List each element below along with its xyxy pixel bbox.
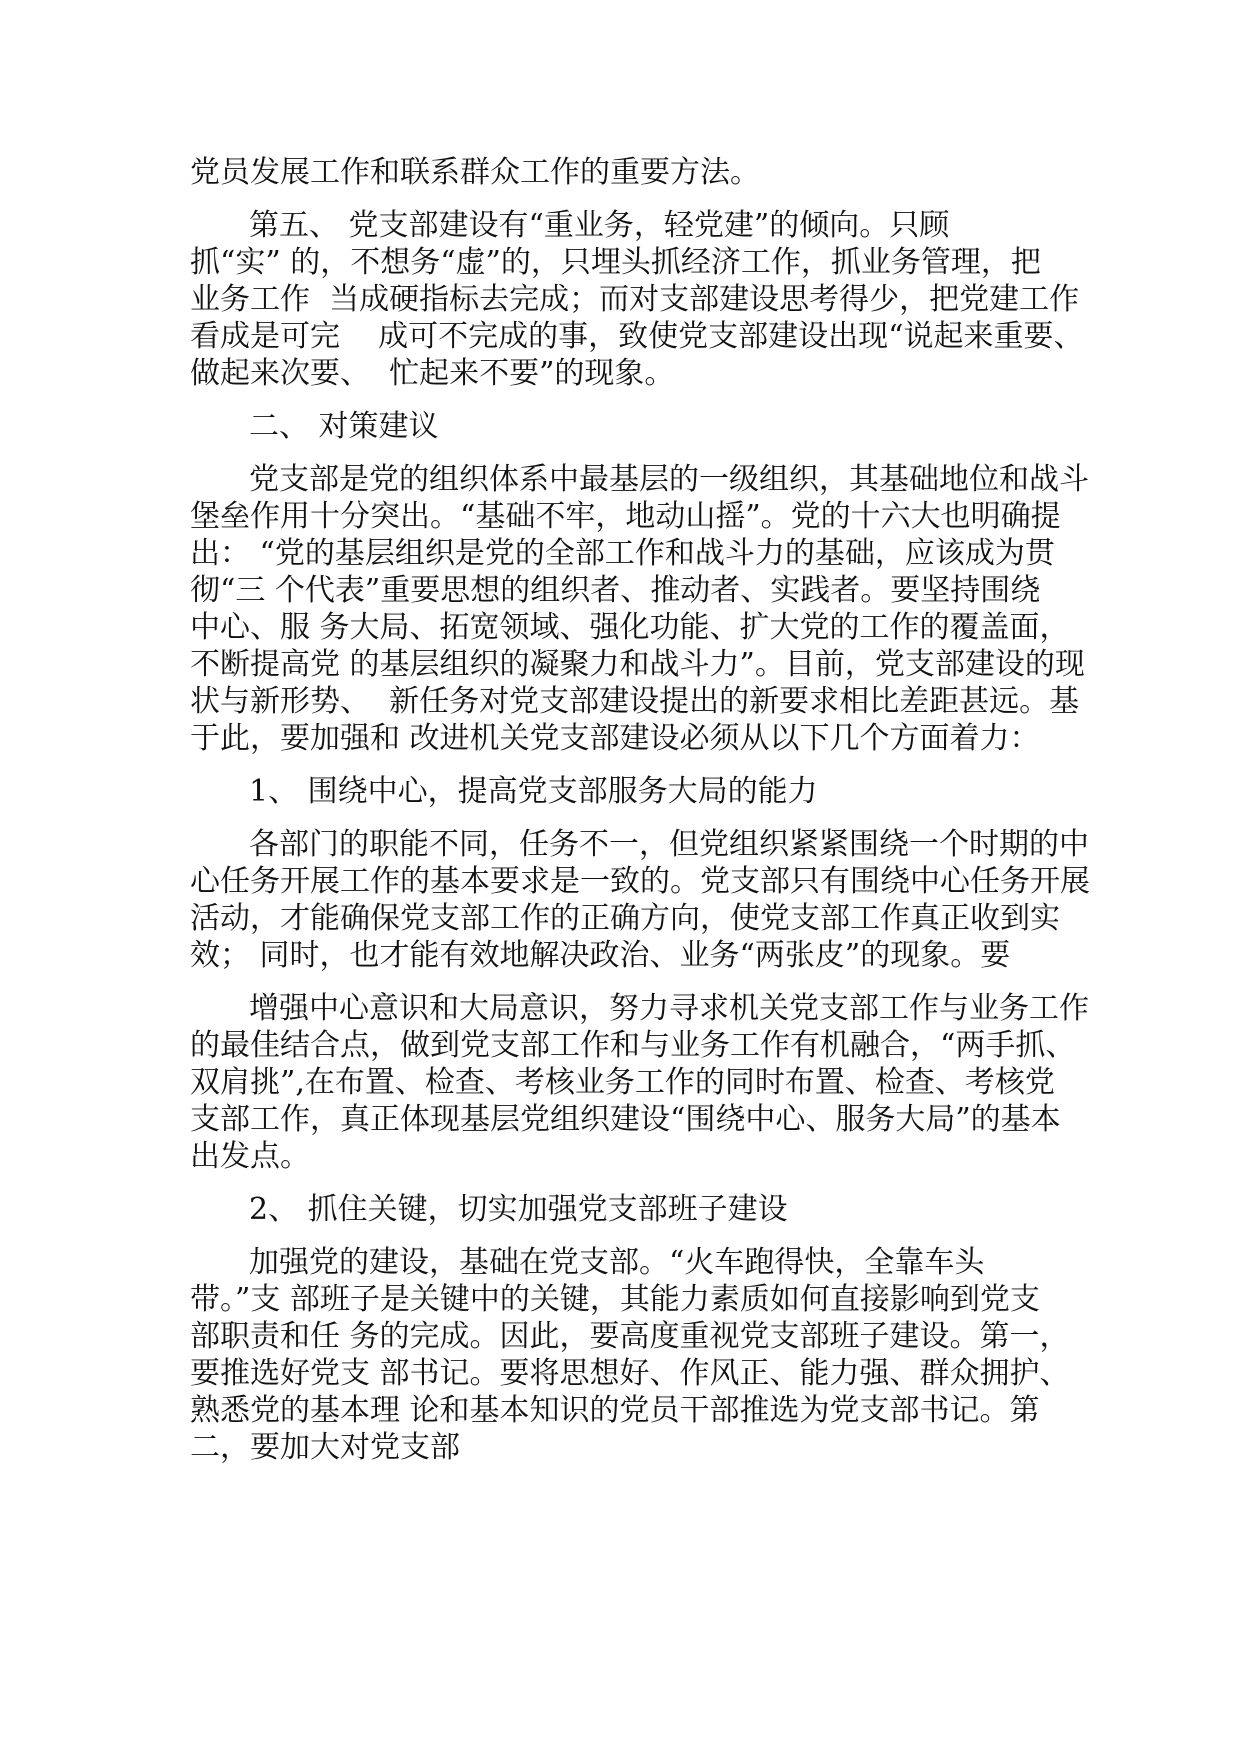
text-line: 熟悉党的基本理 论和基本知识的党员干部推选为党支部书记。第 (190, 1393, 1040, 1428)
text-line: 加强党的建设，基础在党支部。“火车跑得快，全靠车头 (249, 1245, 985, 1280)
text-line: 堡垒作用十分突出。“基础不牢，地动山摇”。党的十六大也明确提 (190, 499, 1061, 534)
text-line: 出： “党的基层组织是党的全部工作和战斗力的基础，应该成为贯 (190, 536, 1055, 571)
text-line: 增强中心意识和大局意识，努力寻求机关党支部工作与业务工作 (249, 991, 1089, 1026)
section-heading: 二、 对策建议 (249, 409, 439, 444)
text-line: 党支部是党的组织体系中最基层的一级组织，其基础地位和战斗 (249, 462, 1089, 497)
text-line: 要推选好党支 部书记。要将思想好、作风正、能力强、群众拥护、 (190, 1356, 1070, 1391)
subsection-heading: 1、 围绕中心，提高党支部服务大局的能力 (249, 774, 818, 809)
text-line: 二，要加大对党支部 (190, 1430, 460, 1465)
text-line: 的最佳结合点，做到党支部工作和与业务工作有机融合，“两手抓、 (190, 1028, 1076, 1063)
text-line: 双肩挑”,在布置、检查、考核业务工作的同时布置、检查、考核党 (190, 1065, 1055, 1100)
text-line: 于此，要加强和 改进机关党支部建设必须从以下几个方面着力： (190, 721, 1040, 756)
text-line: 看成是可完 成可不完成的事，致使党支部建设出现“说起来重要、 (190, 319, 1084, 354)
text-line: 抓“实” 的，不想务“虚”的，只埋头抓经济工作，抓业务管理，把 (190, 245, 1041, 280)
text-line: 心任务开展工作的基本要求是一致的。党支部只有围绕中心任务开展 (190, 864, 1090, 899)
text-line: 第五、 党支部建设有“重业务，轻党建”的倾向。只顾 (249, 208, 950, 243)
text-line: 效； 同时，也才能有效地解决政治、业务“两张皮”的现象。要 (190, 938, 1011, 973)
text-line: 各部门的职能不同，任务不一，但党组织紧紧围绕一个时期的中 (249, 827, 1089, 862)
text-line: 业务工作 当成硬指标去完成；而对支部建设思考得少，把党建工作 (190, 282, 1080, 317)
text-line: 做起来次要、 忙起来不要”的现象。 (190, 356, 675, 391)
text-line: 彻“三 个代表”重要思想的组织者、推动者、实践者。要坚持围绕 (190, 573, 1041, 608)
text-line: 不断提高党 的基层组织的凝聚力和战斗力”。目前，党支部建设的现 (190, 647, 1085, 682)
text-line: 支部工作，真正体现基层党组织建设“围绕中心、服务大局”的基本 (190, 1102, 1061, 1137)
subsection-heading: 2、 抓住关键，切实加强党支部班子建设 (249, 1192, 788, 1227)
text-line: 带。”支 部班子是关键中的关键，其能力素质如何直接影响到党支 (190, 1282, 1040, 1317)
text-line: 部职责和任 务的完成。因此，要高度重视党支部班子建设。第一， (190, 1319, 1070, 1354)
text-line: 出发点。 (190, 1139, 310, 1174)
text-line: 状与新形势、 新任务对党支部建设提出的新要求相比差距甚远。基 (190, 684, 1080, 719)
text-line: 活动，才能确保党支部工作的正确方向，使党支部工作真正收到实 (190, 901, 1060, 936)
text-line: 党员发展工作和联系群众工作的重要方法。 (190, 155, 760, 190)
text-line: 中心、服 务大局、拓宽领域、强化功能、扩大党的工作的覆盖面， (190, 610, 1070, 645)
